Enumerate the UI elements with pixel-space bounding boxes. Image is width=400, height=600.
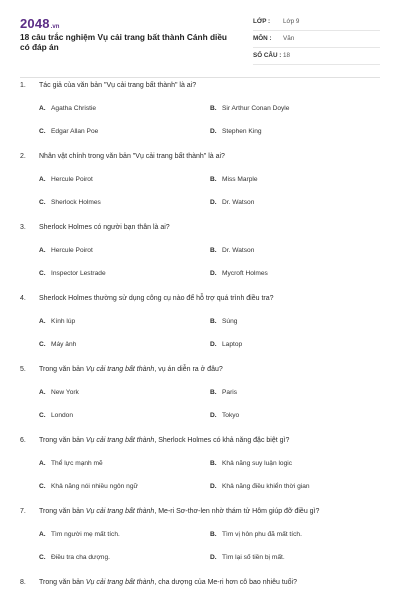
- option-letter: C.: [39, 270, 46, 277]
- option-b[interactable]: [210, 105, 289, 112]
- question-number: 2.: [20, 153, 26, 160]
- option-letter: C.: [39, 128, 46, 135]
- option-letter: A.: [39, 247, 46, 254]
- option-text: Sir Arthur Conan Doyle: [222, 105, 290, 112]
- option-letter: B.: [210, 247, 217, 254]
- option-c[interactable]: [39, 412, 73, 419]
- option-text: Dr. Watson: [222, 247, 255, 254]
- option-c[interactable]: [39, 128, 98, 135]
- option-b[interactable]: [210, 318, 237, 325]
- option-d[interactable]: [210, 199, 254, 206]
- option-letter: D.: [210, 128, 217, 135]
- option-letter: D.: [210, 412, 217, 419]
- option-letter: B.: [210, 531, 217, 538]
- option-letter: A.: [39, 105, 46, 112]
- option-letter: A.: [39, 176, 46, 183]
- question-body-post: , Me-ri Sơ-thơ-len nhờ thám tử Hôm giúp đỡ điều gì?: [154, 508, 320, 515]
- option-b[interactable]: [210, 247, 254, 254]
- option-letter: C.: [39, 341, 46, 348]
- logo-number: 2048: [20, 16, 50, 31]
- meta-value: 18: [283, 52, 291, 59]
- option-c[interactable]: [39, 270, 106, 277]
- question-number: 6.: [20, 437, 26, 444]
- question-6: [20, 437, 380, 507]
- question-text: [20, 153, 380, 160]
- option-text: Sherlock Holmes: [51, 199, 101, 206]
- option-text: Thể lực mạnh mẽ: [51, 460, 103, 467]
- question-number: 1.: [20, 82, 26, 89]
- meta-label: SỐ CÂU :: [253, 52, 282, 59]
- meta-row-count: [253, 48, 380, 65]
- option-b[interactable]: [210, 176, 258, 183]
- option-c[interactable]: [39, 341, 76, 348]
- work-title: Vụ cải trang bất thành: [85, 437, 155, 444]
- question-text: [20, 437, 380, 444]
- option-letter: B.: [210, 318, 217, 325]
- option-letter: A.: [39, 318, 46, 325]
- option-text: Tokyo: [222, 412, 240, 419]
- question-body-post: , vụ án diễn ra ở đâu?: [154, 366, 223, 373]
- option-d[interactable]: [210, 270, 268, 277]
- option-letter: B.: [210, 176, 217, 183]
- question-7: [20, 508, 380, 578]
- question-body: Tác giả của văn bản "Vụ cải trang bất thành" là ai?: [39, 82, 197, 89]
- option-letter: D.: [210, 341, 217, 348]
- option-d[interactable]: [210, 483, 310, 490]
- option-c[interactable]: [39, 199, 101, 206]
- question-body-post: , cha dượng của Me-ri hơn cô bao nhiêu tuổi?: [154, 579, 298, 586]
- question-text: [20, 224, 380, 231]
- option-text: Điều tra cha dượng.: [51, 554, 110, 561]
- logo-suffix: .vn: [50, 24, 60, 30]
- option-text: Miss Marple: [222, 176, 258, 183]
- question-number: 5.: [20, 366, 26, 373]
- option-text: Mycroft Holmes: [222, 270, 268, 277]
- option-letter: C.: [39, 483, 46, 490]
- option-a[interactable]: [39, 389, 79, 396]
- site-logo[interactable]: [20, 16, 59, 31]
- option-letter: B.: [210, 389, 217, 396]
- option-b[interactable]: [210, 389, 237, 396]
- option-text: Kính lúp: [51, 318, 76, 325]
- meta-info: [253, 14, 380, 65]
- question-text: [20, 508, 380, 515]
- question-body-pre: Trong văn bản: [39, 508, 86, 515]
- question-3: [20, 224, 380, 294]
- option-c[interactable]: [39, 554, 110, 561]
- option-text: Laptop: [222, 341, 243, 348]
- question-number: 7.: [20, 508, 26, 515]
- option-letter: A.: [39, 531, 46, 538]
- option-text: Tìm vị hôn phu đã mất tích.: [222, 531, 302, 538]
- option-d[interactable]: [210, 341, 242, 348]
- option-d[interactable]: [210, 128, 262, 135]
- option-a[interactable]: [39, 105, 96, 112]
- option-letter: A.: [39, 389, 46, 396]
- work-title: Vụ cải trang bất thành: [85, 366, 155, 373]
- question-2: [20, 153, 380, 223]
- header-divider: [20, 77, 380, 78]
- option-a[interactable]: [39, 318, 75, 325]
- option-letter: B.: [210, 105, 217, 112]
- option-a[interactable]: [39, 460, 103, 467]
- question-4: [20, 295, 380, 365]
- option-b[interactable]: [210, 460, 292, 467]
- option-text: Tìm lại số tiền bị mất.: [222, 554, 285, 561]
- meta-value: Văn: [283, 35, 295, 42]
- meta-value: Lớp 9: [283, 18, 300, 25]
- work-title: Vụ cải trang bất thành: [85, 508, 155, 515]
- option-text: Stephen King: [222, 128, 262, 135]
- option-text: Súng: [222, 318, 238, 325]
- option-text: New York: [51, 389, 79, 396]
- meta-label: LỚP :: [253, 18, 271, 25]
- question-8: [20, 579, 380, 597]
- option-text: Dr. Watson: [222, 199, 255, 206]
- question-text: [20, 295, 380, 302]
- question-text: [20, 579, 380, 586]
- option-text: Paris: [222, 389, 238, 396]
- header: [0, 0, 400, 70]
- option-letter: D.: [210, 199, 217, 206]
- option-letter: C.: [39, 412, 46, 419]
- meta-row-class: [253, 14, 380, 31]
- option-letter: C.: [39, 554, 46, 561]
- option-text: Máy ảnh: [51, 341, 77, 348]
- question-1: [20, 82, 380, 152]
- option-a[interactable]: [39, 531, 120, 538]
- question-5: [20, 366, 380, 436]
- option-text: London: [51, 412, 74, 419]
- question-body-pre: Trong văn bản: [39, 579, 86, 586]
- question-body: Nhân vật chính trong văn bản "Vụ cải trang bất thành" là ai?: [39, 153, 225, 160]
- option-text: Tìm người mẹ mất tích.: [51, 531, 120, 538]
- meta-row-subject: [253, 31, 380, 48]
- question-body-pre: Trong văn bản: [39, 366, 86, 373]
- option-b[interactable]: [210, 531, 302, 538]
- question-body-post: , Sherlock Holmes có khả năng đặc biệt gì?: [154, 437, 290, 444]
- option-letter: C.: [39, 199, 46, 206]
- option-text: Hercule Poirot: [51, 247, 93, 254]
- option-text: Hercule Poirot: [51, 176, 93, 183]
- question-text: [20, 366, 380, 373]
- question-body: Sherlock Holmes có người bạn thân là ai?: [39, 224, 170, 231]
- option-a[interactable]: [39, 176, 93, 183]
- document-title: 18 câu trắc nghiệm Vụ cải trang bất thành Cánh diều có đáp án: [20, 32, 228, 52]
- option-text: Edgar Allan Poe: [51, 128, 99, 135]
- option-text: Khả năng điều khiển thời gian: [222, 483, 310, 490]
- option-text: Khả năng nói nhiều ngôn ngữ: [51, 483, 138, 490]
- option-a[interactable]: [39, 247, 93, 254]
- option-letter: D.: [210, 270, 217, 277]
- option-letter: B.: [210, 460, 217, 467]
- question-number: 3.: [20, 224, 26, 231]
- question-number: 8.: [20, 579, 26, 586]
- option-c[interactable]: [39, 483, 138, 490]
- option-letter: D.: [210, 554, 217, 561]
- option-d[interactable]: [210, 412, 239, 419]
- work-title: Vụ cải trang bất thành: [85, 579, 155, 586]
- question-body-pre: Trong văn bản: [39, 437, 86, 444]
- question-number: 4.: [20, 295, 26, 302]
- option-text: Agatha Christie: [51, 105, 97, 112]
- option-letter: A.: [39, 460, 46, 467]
- question-body: Sherlock Holmes thường sử dụng công cụ nào để hỗ trợ quá trình điều tra?: [39, 295, 274, 302]
- option-text: Khả năng suy luận logic: [222, 460, 293, 467]
- option-text: Inspector Lestrade: [51, 270, 106, 277]
- question-text: [20, 82, 380, 89]
- option-d[interactable]: [210, 554, 285, 561]
- meta-label: MÔN :: [253, 35, 272, 42]
- option-letter: D.: [210, 483, 217, 490]
